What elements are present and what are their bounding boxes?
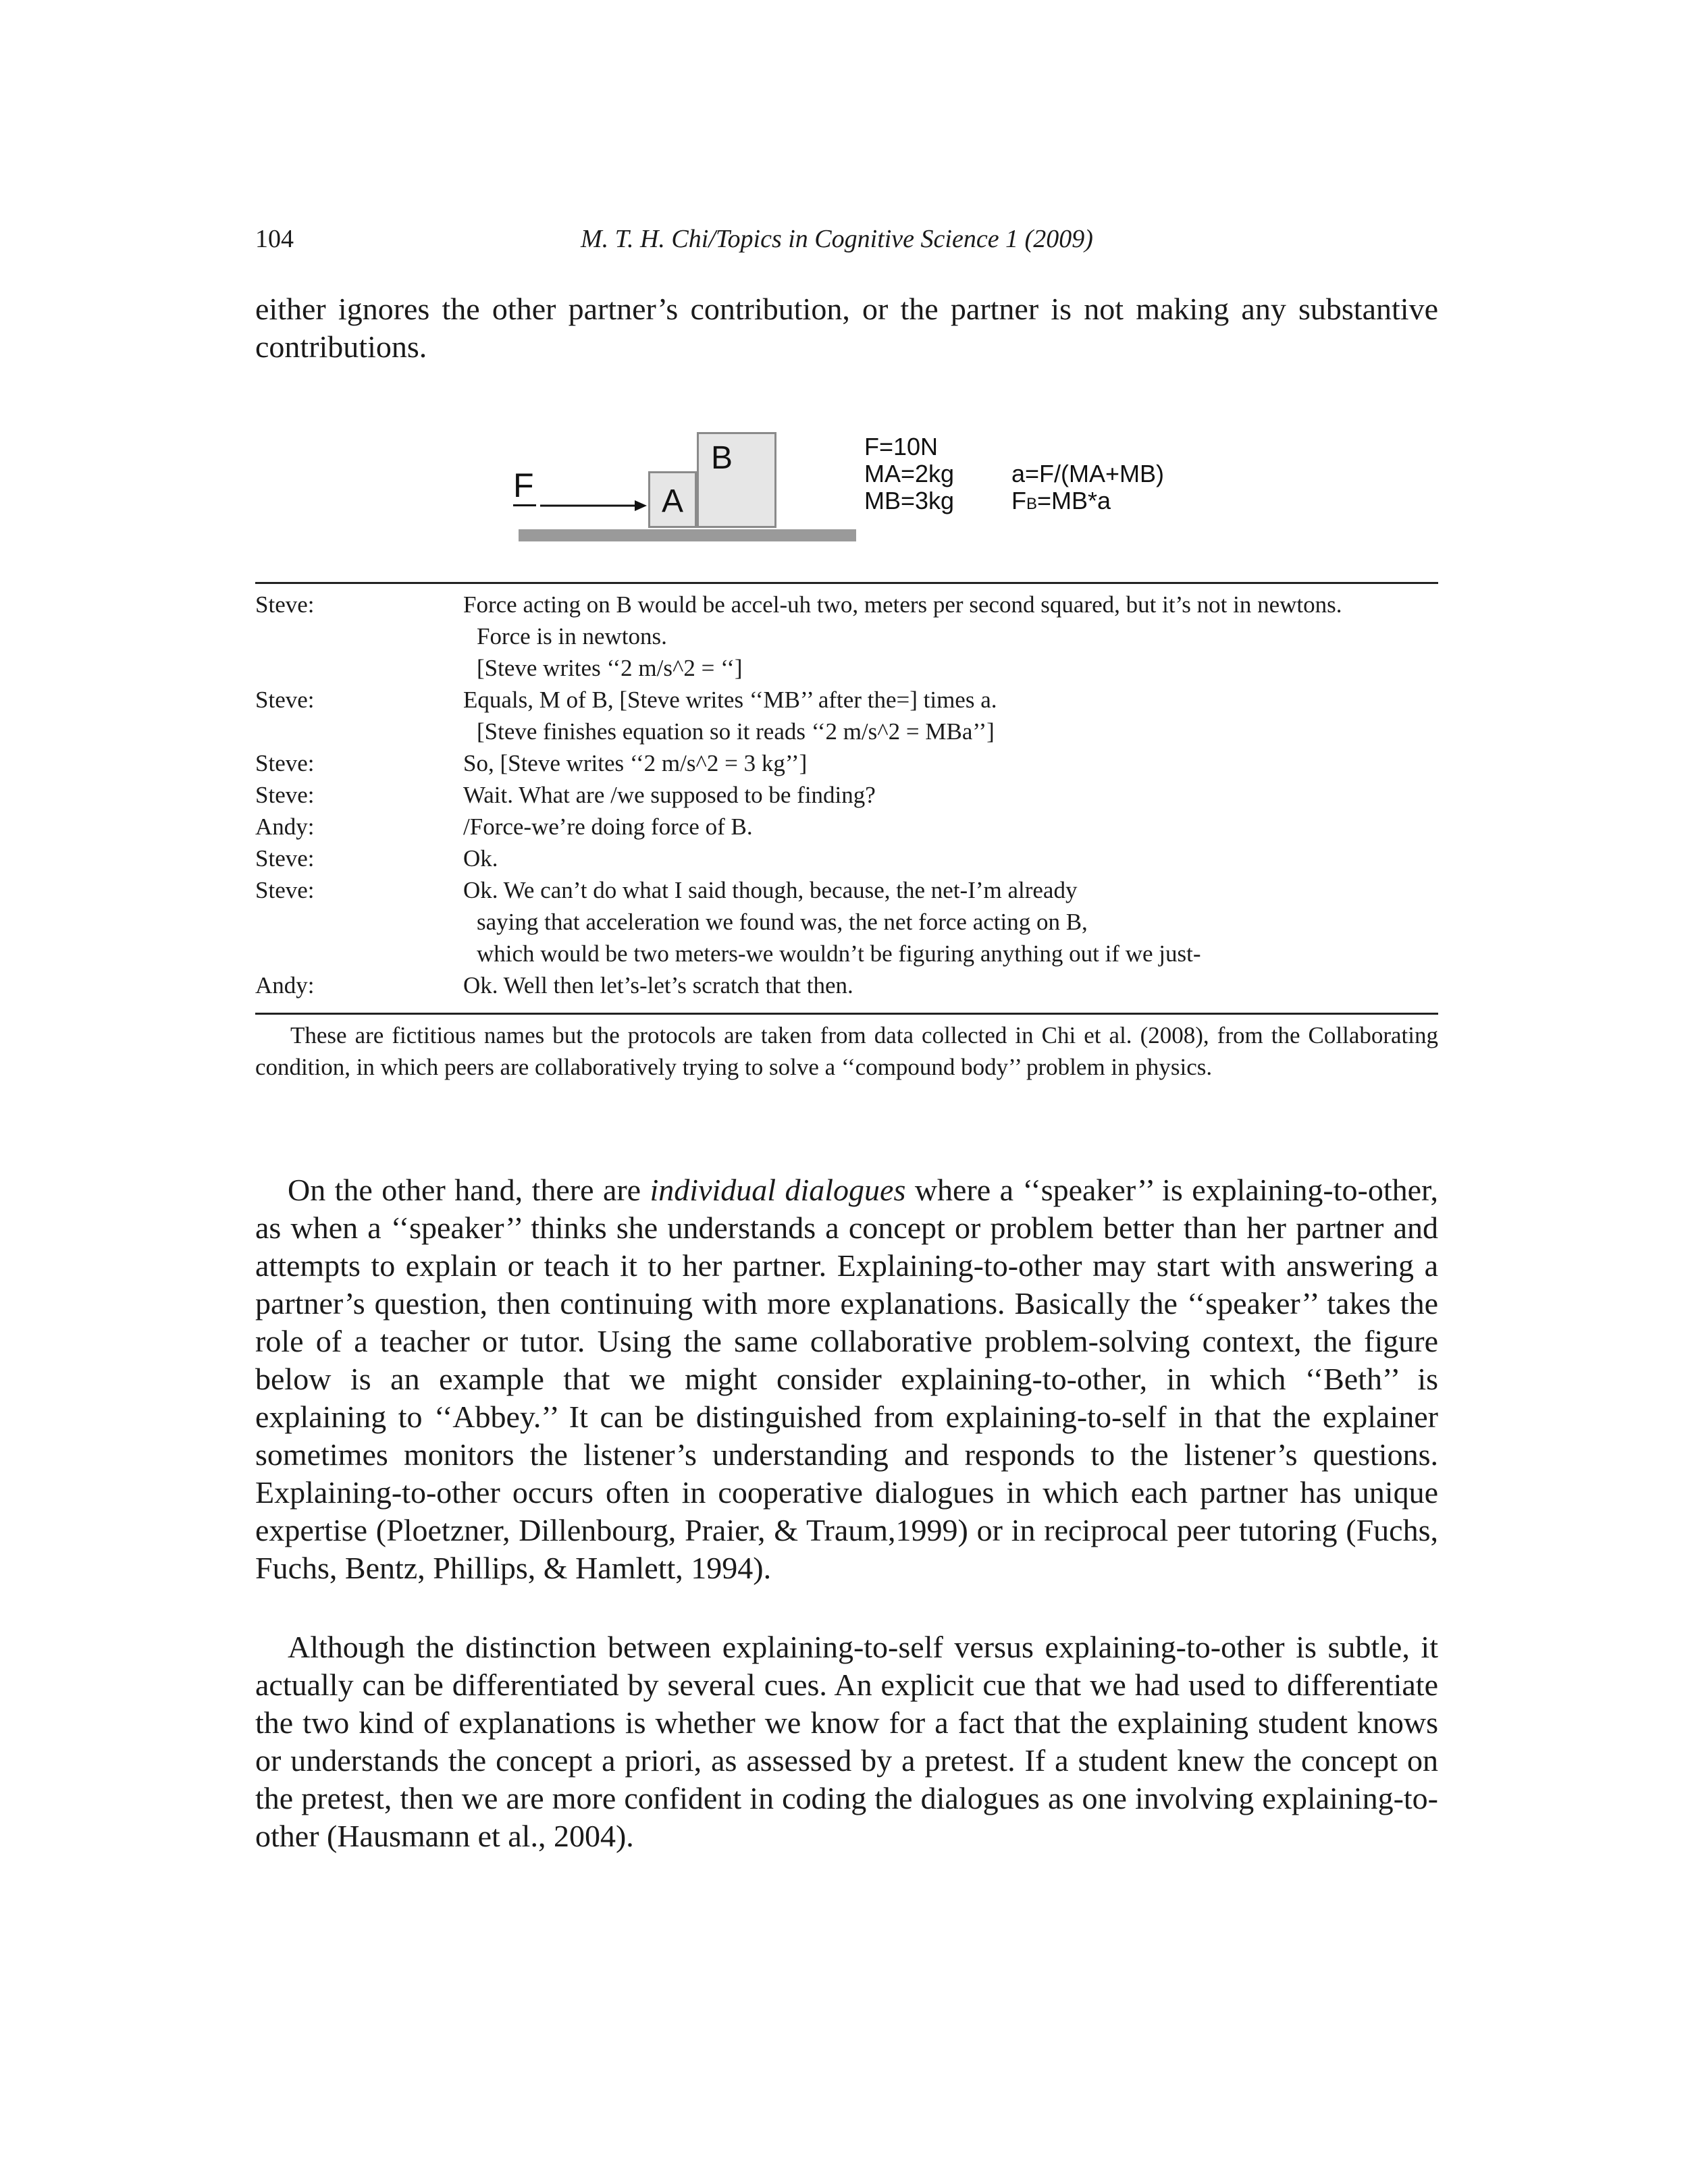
running-title: M. T. H. Chi/Topics in Cognitive Science 1 (2009) bbox=[581, 225, 1093, 253]
utterance bbox=[463, 811, 1438, 843]
utterance-line: Wait. What are /we supposed to be finding? bbox=[463, 782, 876, 808]
utterance-line: Ok. Well then let’s-let’s scratch that then. bbox=[463, 972, 853, 998]
speaker-name: Steve: bbox=[255, 750, 315, 776]
utterance-line: So, [Steve writes ‘‘2 m/s^2 = 3 kg’’] bbox=[463, 750, 808, 776]
speaker-name: Andy: bbox=[255, 814, 315, 840]
speaker-name: Steve: bbox=[255, 877, 315, 903]
table-top-rule bbox=[255, 582, 1438, 584]
utterance bbox=[463, 589, 1438, 684]
force-label-underline bbox=[513, 504, 536, 506]
utterance-line: Force acting on B would be accel-uh two, meters per second squared, but it’s not in newtons. bbox=[463, 591, 1342, 618]
utterance bbox=[463, 874, 1438, 969]
block-b bbox=[697, 432, 776, 528]
utterance-line: which would be two meters-we wouldn’t be figuring anything out if we just- bbox=[477, 940, 1201, 967]
given-values bbox=[864, 433, 954, 514]
paragraph-emphasis: individual dialogues bbox=[650, 1173, 906, 1207]
paragraph-text: Although the distinction between explaining-to-self versus explaining-to-other is subtle, it actually can be differentiated by several cues. An explicit cue that we had used to differentiate the two kind of explanations is whether we know for a fact that the explaining student knows or understands the concept a priori, as assessed by a pretest. If a student knew the concept on the pretest, then we are more confident in coding the dialogues as one involving explaining-to-other (Hausmann et al., 2004). bbox=[255, 1630, 1438, 1853]
paragraph-text: either ignores the other partner’s contribution, or the partner is not making any substantive contributions. bbox=[255, 292, 1438, 364]
paragraph-text-after: where a ‘‘speaker’’ is explaining-to-other, as when a ‘‘speaker’’ thinks she understands a concept or problem better than her partner and attempts to explain or teach it to her partner. Explaining-to-other may start with answering a partner’s question, then continuing with more explanations. Basically the ‘‘speaker’’ takes the role of a teacher or tutor. Using the same collaborative problem-solving context, the figure below is an example that we might consider explaining-to-other, in which ‘‘Beth’’ is explaining to ‘‘Abbey.’’ It can be distinguished from explaining-to-self in that the explainer sometimes monitors the listener’s understanding and responds to the listener’s questions. Explaining-to-other occurs often in cooperative dialogues in which each partner has unique expertise (Ploetzner, Dillenbourg, Praier, & Traum,1999) or in reciprocal peer tutoring (Fuchs, Fuchs, Bentz, Phillips, & Hamlett, 1994). bbox=[255, 1173, 1438, 1585]
force-label: F bbox=[513, 467, 534, 504]
paragraph-individual-dialogues bbox=[255, 1171, 1438, 1587]
speaker-name: Andy: bbox=[255, 972, 315, 998]
table-row bbox=[255, 843, 1438, 874]
equation-force-b-rest: =MB*a bbox=[1037, 487, 1111, 514]
speaker-name: Steve: bbox=[255, 845, 315, 872]
block-a bbox=[648, 471, 697, 528]
speaker-name: Steve: bbox=[255, 782, 315, 808]
figure-caption: These are fictitious names but the protocols are taken from data collected in Chi et al. (2008), from the Collaborating condition, in which peers are collaboratively trying to solve a ‘‘compound body’’ problem in physics. bbox=[255, 1022, 1438, 1080]
utterance-line: Ok. bbox=[463, 845, 498, 872]
table-row bbox=[255, 747, 1438, 779]
utterance-line: [Steve finishes equation so it reads ‘‘2 m/s^2 = MBa’’] bbox=[477, 718, 995, 745]
utterance bbox=[463, 684, 1438, 747]
force-arrow-icon bbox=[540, 496, 648, 516]
table-row bbox=[255, 779, 1438, 811]
given-force: F=10N bbox=[864, 433, 939, 460]
page-number: 104 bbox=[255, 225, 294, 253]
table-row bbox=[255, 811, 1438, 843]
paragraph-continuation bbox=[255, 290, 1438, 366]
given-mass-b: MB=3kg bbox=[864, 487, 955, 514]
paragraph-distinction bbox=[255, 1628, 1438, 1855]
ground-surface bbox=[519, 529, 856, 541]
utterance-line: Force is in newtons. bbox=[477, 623, 667, 649]
speaker-name: Steve: bbox=[255, 591, 315, 618]
utterance-line: saying that acceleration we found was, the net force acting on B, bbox=[477, 909, 1088, 935]
utterance-line: /Force-we’re doing force of B. bbox=[463, 814, 753, 840]
utterance-line: [Steve writes ‘‘2 m/s^2 = ‘‘] bbox=[477, 655, 743, 681]
equation-force-b bbox=[1011, 487, 1164, 518]
utterance-line: Equals, M of B, [Steve writes ‘‘MB’’ after the=] times a. bbox=[463, 687, 997, 713]
equations bbox=[1011, 460, 1164, 518]
utterance bbox=[463, 747, 1438, 779]
table-row bbox=[255, 589, 1438, 684]
equation-force-b-main: F bbox=[1011, 487, 1026, 514]
table-row bbox=[255, 874, 1438, 969]
speaker-name: Steve: bbox=[255, 687, 315, 713]
table-bottom-rule bbox=[255, 1013, 1438, 1015]
paragraph-text bbox=[255, 1171, 1438, 1587]
block-b-label: B bbox=[711, 440, 733, 476]
table-row bbox=[255, 969, 1438, 1001]
utterance-line: Ok. We can’t do what I said though, because, the net-I’m already bbox=[463, 877, 1078, 903]
physics-figure bbox=[513, 432, 1188, 554]
block-a-label: A bbox=[661, 483, 683, 519]
equation-force-b-subscript: B bbox=[1026, 495, 1038, 513]
given-mass-a: MA=2kg bbox=[864, 460, 955, 487]
utterance bbox=[463, 843, 1438, 874]
dialogue-table bbox=[255, 589, 1438, 1001]
utterance bbox=[463, 969, 1438, 1001]
table-row bbox=[255, 684, 1438, 747]
equation-acceleration: a=F/(MA+MB) bbox=[1011, 460, 1165, 487]
paragraph-text-before: On the other hand, there are bbox=[288, 1173, 650, 1207]
utterance bbox=[463, 779, 1438, 811]
